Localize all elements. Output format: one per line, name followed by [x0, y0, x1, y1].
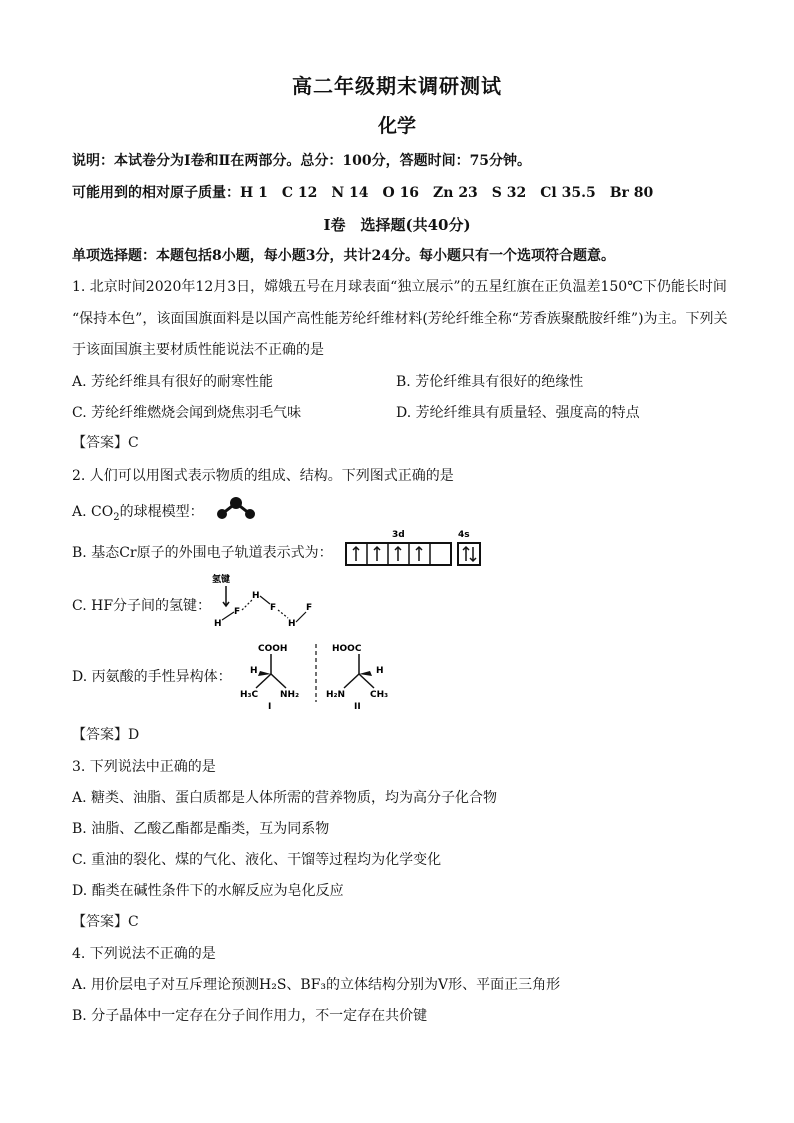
q2-option-c: C. HF分子间的氢键：	[72, 598, 212, 614]
atomic-masses: 可能用到的相对原子质量：H 1 C 12 N 14 O 16 Zn 23 S 32 Cl 35.5 Br 80	[72, 185, 654, 201]
alanine-enantiomers-figure	[236, 640, 396, 712]
hf-atom-f1: F	[234, 607, 241, 617]
q3-option-d: D. 酯类在碱性条件下的水解反应为皂化反应	[72, 883, 344, 899]
section-heading: Ⅰ卷 选择题(共40分)	[323, 216, 471, 234]
page-title: 高二年级期末调研测试	[292, 74, 502, 98]
q1-stem-line-3: 于该面国旗主要材质性能说法不正确的是	[72, 342, 324, 358]
alanine-i-left: H₃C	[240, 690, 259, 700]
alanine-i-right: NH₂	[280, 690, 300, 700]
answer-prefix: 【答案】	[72, 727, 128, 743]
q4-option-a: A. 用价层电子对互斥理论预测H₂S、BF₃的立体结构分别为V形、平面正三角形	[72, 977, 561, 993]
q3-option-c: C. 重油的裂化、煤的气化、液化、干馏等过程均为化学变化	[72, 852, 442, 868]
q1-stem-line-2: “保持本色”，该面国旗面料是以国产高性能芳纶纤维材料(芳纶纤维全称“芳香族聚酰胺纤维”)为主。下列关	[72, 311, 728, 327]
q2-option-a-tail: 的球棍模型：	[119, 504, 204, 520]
q1-option-b: B. 芳伦纤维具有很好的绝缘性	[396, 374, 584, 390]
q3-stem: 3. 下列说法中正确的是	[72, 759, 216, 775]
orbital-4s-label: 4s	[458, 530, 470, 540]
alanine-ii-number: II	[354, 702, 361, 712]
q1-answer-value: C	[128, 435, 139, 451]
alanine-ii-h: H	[376, 666, 384, 676]
q3-option-a: A. 糖类、油脂、蛋白质都是人体所需的营养物质，均为高分子化合物	[72, 790, 498, 806]
hf-atom-h1: H	[214, 619, 222, 629]
q2-option-a	[72, 501, 204, 523]
q2-answer-value: D	[128, 727, 140, 743]
section-instruction: 单项选择题：本题包括8小题，每小题3分，共计24分。每小题只有一个选项符合题意。	[72, 248, 615, 264]
alanine-i-h: H	[250, 666, 258, 676]
hf-atom-h2: H	[252, 591, 260, 601]
alanine-ii-right: CH₃	[370, 690, 389, 700]
hf-atom-f2: F	[270, 603, 277, 613]
co2-ball-stick-figure	[214, 496, 260, 522]
q4-stem: 4. 下列说法不正确的是	[72, 946, 216, 962]
q1-answer	[72, 432, 139, 452]
instructions: 说明：本试卷分为Ⅰ卷和Ⅱ在两部分。总分：100分，答题时间：75分钟。	[72, 153, 532, 169]
q1-stem-line-1: 1. 北京时间2020年12月3日，嫦娥五号在月球表面“独立展示”的五星红旗在正负温差150℃下仍能长时间	[72, 279, 727, 295]
q3-answer-value: C	[128, 914, 139, 930]
q2-answer	[72, 724, 139, 744]
alanine-i-top: COOH	[258, 644, 288, 654]
q1-option-d: D. 芳纶纤维具有质量轻、强度高的特点	[396, 405, 640, 421]
q2-option-b: B. 基态Cr原子的外围电子轨道表示式为：	[72, 545, 333, 561]
answer-prefix: 【答案】	[72, 914, 128, 930]
hf-atom-h3: H	[288, 619, 296, 629]
answer-prefix: 【答案】	[72, 435, 128, 451]
hf-hydrogen-bond-figure	[208, 572, 328, 630]
alanine-ii-left: H₂N	[326, 690, 346, 700]
q2-option-a-sub: 2	[113, 511, 120, 523]
cr-orbital-diagram	[344, 528, 486, 570]
orbital-3d-label: 3d	[392, 530, 405, 540]
q4-option-b: B. 分子晶体中一定存在分子间作用力，不一定存在共价键	[72, 1008, 428, 1024]
alanine-ii-top: HOOC	[332, 644, 362, 654]
q2-option-d: D. 丙氨酸的手性异构体：	[72, 669, 232, 685]
subject-title: 化学	[377, 115, 416, 137]
q2-option-a-label: A. CO	[72, 504, 114, 520]
hf-atom-f3: F	[306, 603, 313, 613]
alanine-i-number: I	[268, 702, 272, 712]
q1-option-a: A. 芳纶纤维具有很好的耐寒性能	[72, 374, 274, 390]
q2-stem: 2. 人们可以用图式表示物质的组成、结构。下列图式正确的是	[72, 468, 454, 484]
q3-option-b: B. 油脂、乙酸乙酯都是酯类，互为同系物	[72, 821, 330, 837]
q3-answer	[72, 911, 139, 931]
hbond-label: 氢键	[212, 575, 231, 585]
q1-option-c: C. 芳纶纤维燃烧会闻到烧焦羽毛气味	[72, 405, 302, 421]
